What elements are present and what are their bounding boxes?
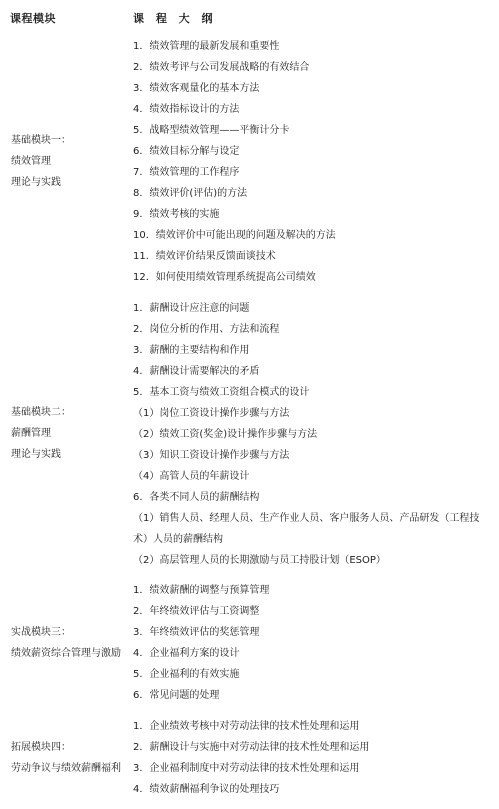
module-4-label [11,737,121,779]
outline-item: 6．绩效目标分解与设定 [133,146,240,157]
module-3-label-line: 实战模块三： [11,627,71,638]
header-course-module: 课程模块 [10,12,56,25]
outline-item: （2）高层管理人员的长期激励与员工持股计划（ESOP） [133,555,386,566]
outline-item: 8．绩效评价(评估)的方法 [133,188,248,199]
outline-item: 2．薪酬设计与实施中对劳动法律的技术性处理和运用 [133,742,370,753]
outline-item: 6．各类不同人员的薪酬结构 [133,492,260,503]
module-4-outline-list [133,716,493,800]
outline-item: 4．薪酬设计需要解决的矛盾 [133,366,260,377]
module-2-outline-list [133,298,493,571]
outline-item: 3．年终绩效评估的奖惩管理 [133,627,260,638]
outline-item: （2）绩效工资(奖金)设计操作步骤与方法 [133,429,318,440]
outline-item: （1）岗位工资设计操作步骤与方法 [133,408,290,419]
outline-item: 7．绩效管理的工作程序 [133,167,240,178]
module-3-label-line: 绩效薪资综合管理与激励 [11,648,121,659]
module-1-outline-list [133,36,493,288]
outline-item: 5．企业福利的有效实施 [133,669,240,680]
outline-item: 11．绩效评价结果反馈面谈技术 [133,251,276,262]
module-2-label [11,402,71,465]
module-1-label-line: 基础模块一： [11,135,71,146]
outline-item: 2．年终绩效评估与工资调整 [133,606,260,617]
header-course-outline: 课 程 大 纲 [133,12,217,25]
outline-item: 1．企业绩效考核中对劳动法律的技术性处理和运用 [133,721,360,732]
module-3-outline-list [133,580,493,706]
module-1-label [11,130,71,193]
module-4-label-line: 拓展模块四： [11,742,71,753]
outline-item: 2．岗位分析的作用、方法和流程 [133,324,280,335]
module-2-label-line: 基础模块二： [11,407,71,418]
outline-item: （4）高管人员的年薪设计 [133,471,250,482]
outline-item: 6．常见问题的处理 [133,690,220,701]
outline-item: 1．薪酬设计应注意的问题 [133,303,250,314]
module-3-label [11,622,121,664]
module-2-label-line: 理论与实践 [11,449,61,460]
module-1-label-line: 绩效管理 [11,156,51,167]
outline-item: 1．绩效管理的最新发展和重要性 [133,41,280,52]
outline-item: 3．薪酬的主要结构和作用 [133,345,250,356]
outline-item: （1）销售人员、经理人员、生产作业人员、客户服务人员、产品研发（工程技术）人员的薪酬结构 [133,513,480,545]
outline-item: 1．绩效薪酬的调整与预算管理 [133,585,270,596]
outline-item: 5．战略型绩效管理——平衡计分卡 [133,125,290,136]
outline-item: 4．绩效薪酬福利争议的处理技巧 [133,784,280,795]
outline-item: 4．企业福利方案的设计 [133,648,240,659]
module-1-label-line: 理论与实践 [11,177,61,188]
outline-item: （3）知识工资设计操作步骤与方法 [133,450,290,461]
outline-item: 4．绩效指标设计的方法 [133,104,240,115]
outline-item: 3．绩效客观量化的基本方法 [133,83,260,94]
outline-item: 12．如何使用绩效管理系统提高公司绩效 [133,272,316,283]
outline-item: 3．企业福利制度中对劳动法律的技术性处理和运用 [133,763,360,774]
outline-item: 5．基本工资与绩效工资组合模式的设计 [133,387,310,398]
outline-item: 2．绩效考评与公司发展战略的有效结合 [133,62,310,73]
module-4-label-line: 劳动争议与绩效薪酬福利 [11,763,121,774]
outline-item: 9．绩效考核的实施 [133,209,220,220]
module-2-label-line: 薪酬管理 [11,428,51,439]
outline-item: 10．绩效评价中可能出现的问题及解决的方法 [133,230,336,241]
